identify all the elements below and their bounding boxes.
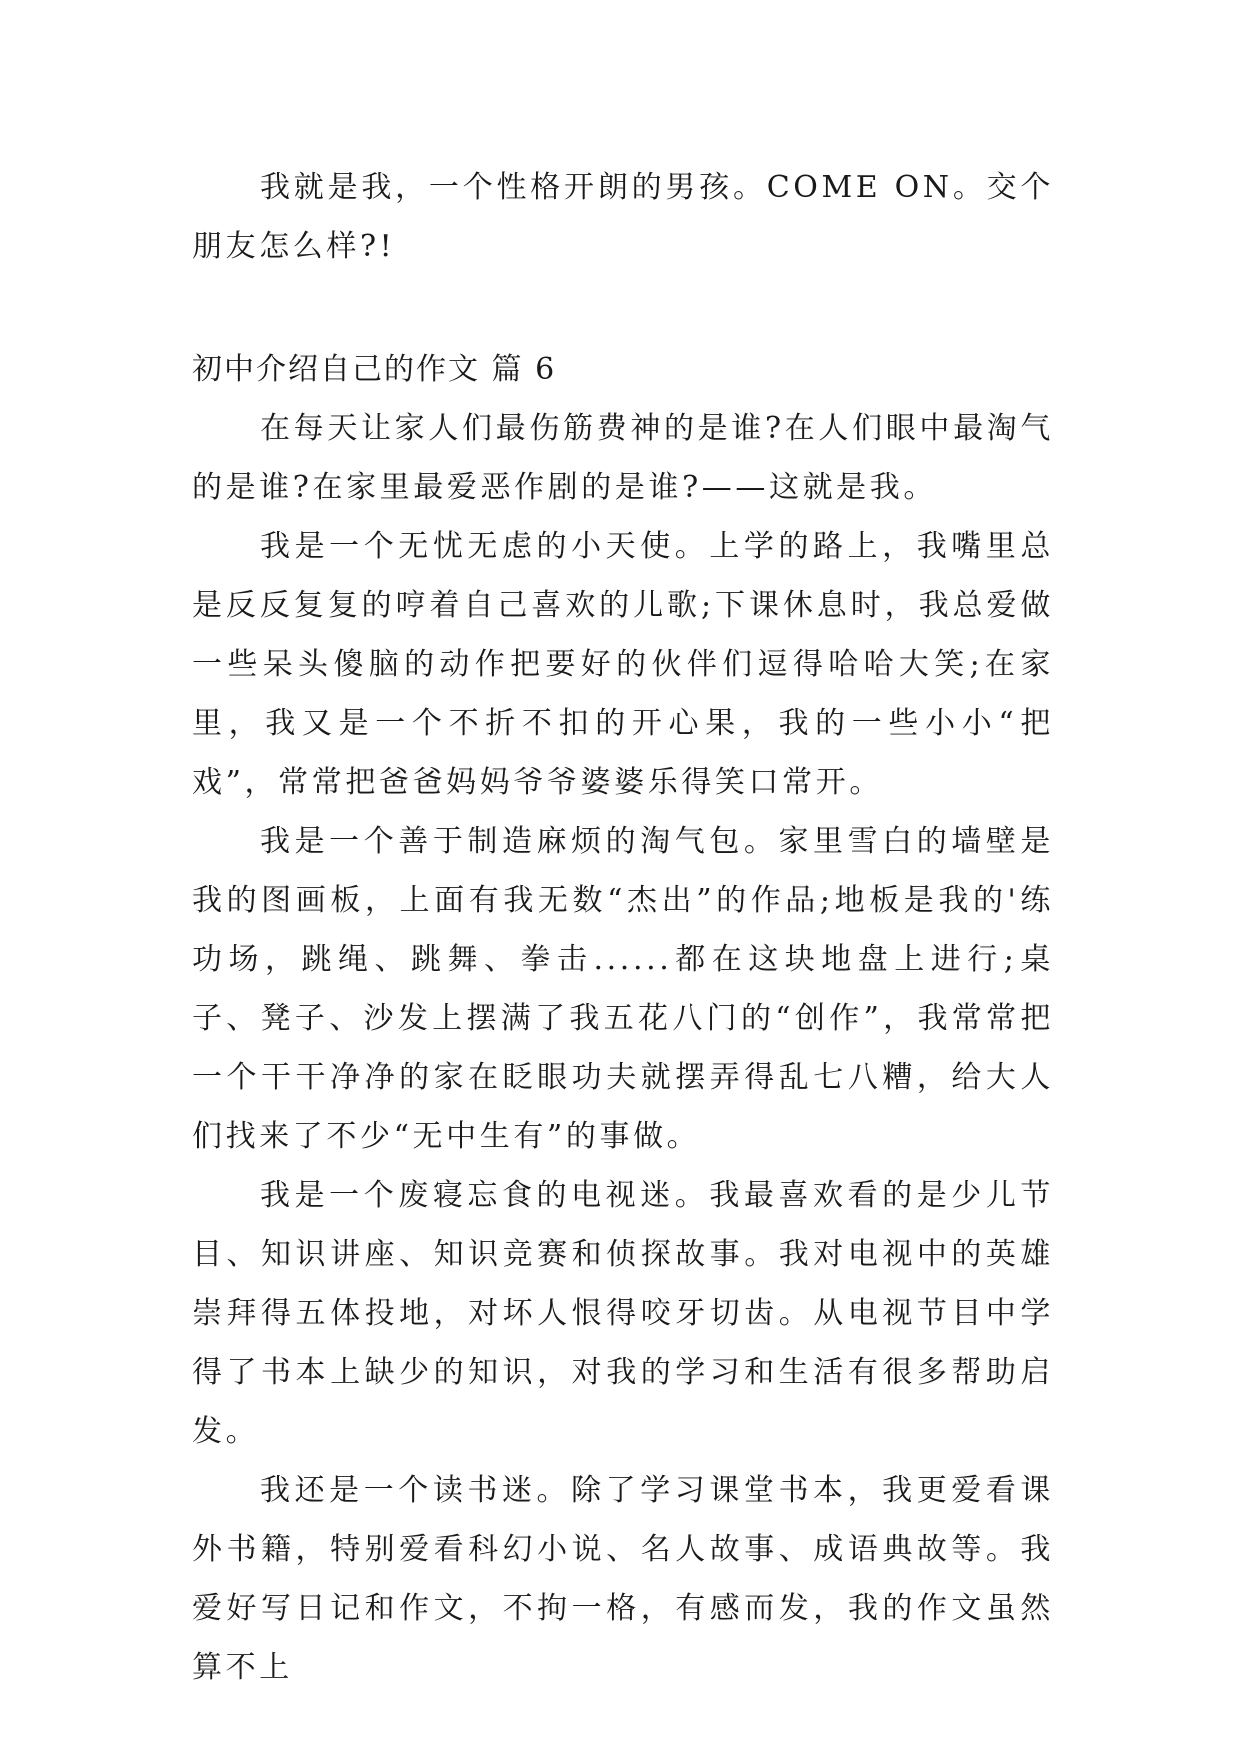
body-paragraph: 我还是一个读书迷。除了学习课堂书本，我更爱看课外书籍，特别爱看科幻小说、名人故事、成语典故等。我爱好写日记和作文，不拘一格，有感而发，我的作文虽然算不上 [192,1473,1054,1685]
body-paragraph: 在每天让家人们最伤筋费神的是谁?在人们眼中最淘气的是谁?在家里最爱恶作剧的是谁?——这就是我。 [192,411,1054,505]
intro-paragraph: 我就是我，一个性格开朗的男孩。COME ON。交个朋友怎么样?! [192,170,1054,264]
body-paragraph: 我是一个无忧无虑的小天使。上学的路上，我嘴里总是反反复复的哼着自己喜欢的儿歌;下课休息时，我总爱做一些呆头傻脑的动作把要好的伙伴们逗得哈哈大笑;在家里，我又是一个不折不扣的开心果，我的一些小小“把戏”，常常把爸爸妈妈爷爷婆婆乐得笑口常开。 [192,529,1054,800]
section-gap [192,276,1054,340]
body-paragraph: 我是一个废寝忘食的电视迷。我最喜欢看的是少儿节目、知识讲座、知识竞赛和侦探故事。我对电视中的英雄崇拜得五体投地，对坏人恨得咬牙切齿。从电视节目中学得了书本上缺少的知识，对我的学习和生活有很多帮助启发。 [192,1178,1054,1449]
body-paragraph: 我是一个善于制造麻烦的淘气包。家里雪白的墙壁是我的图画板，上面有我无数“杰出”的作品;地板是我的'练功场，跳绳、跳舞、拳击......都在这块地盘上进行;桌子、凳子、沙发上摆满了我五花八门的“创作”，我常常把一个干干净净的家在眨眼功夫就摆弄得乱七八糟，给大人们找来了不少“无中生有”的事做。 [192,824,1054,1154]
section-heading: 初中介绍自己的作文 篇 6 [192,352,557,387]
document-page [192,158,1054,1697]
